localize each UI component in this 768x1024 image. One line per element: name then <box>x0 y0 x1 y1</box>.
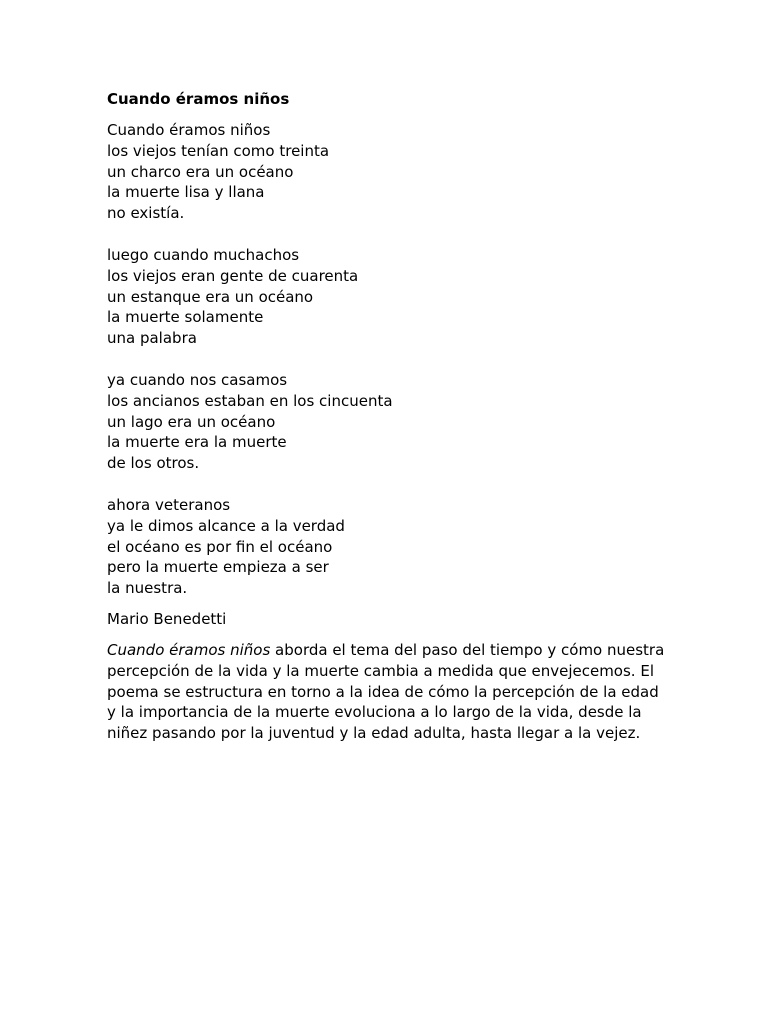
poem-line: luego cuando muchachos <box>107 245 300 264</box>
poem-line: una palabra <box>107 329 197 348</box>
stanza-3 <box>107 370 667 474</box>
poem-line: ahora veteranos <box>107 495 231 514</box>
poem-line: un lago era un océano <box>107 412 276 431</box>
poem-line: de los otros. <box>107 454 200 473</box>
poem-author: Mario Benedetti <box>107 609 227 628</box>
poem-line: los viejos tenían como treinta <box>107 141 330 160</box>
poem-line: Cuando éramos niños <box>107 121 271 139</box>
poem-line: un charco era un océano <box>107 162 294 181</box>
poem-line: los viejos eran gente de cuarenta <box>107 266 359 285</box>
commentary-italic-title: Cuando éramos niños <box>107 640 271 659</box>
stanza-1 <box>107 120 667 224</box>
stanza-2 <box>107 245 667 349</box>
poem-line: ya le dimos alcance a la verdad <box>107 516 345 535</box>
poem-line: no existía. <box>107 204 185 223</box>
commentary-text: aborda el tema del paso del tiempo y cómo nuestra percepción de la vida y la muerte cambia a medida que envejecemos. El poema se estructura en torno a la idea de cómo la percepción de la edad y la importancia de la muerte evoluciona a lo largo de la vida, desde la niñez pasando por la juventud y la edad adulta, hasta llegar a la vejez. <box>107 640 665 743</box>
poem-line: la muerte lisa y llana <box>107 183 265 202</box>
poem-line: ya cuando nos casamos <box>107 370 288 389</box>
poem-line: pero la muerte empieza a ser <box>107 558 329 577</box>
poem-line: la muerte era la muerte <box>107 433 287 452</box>
stanza-4 <box>107 495 667 599</box>
document-page <box>107 89 667 744</box>
poem-line: un estanque era un océano <box>107 287 314 306</box>
poem-title: Cuando éramos niños <box>107 90 290 108</box>
poem-line: la nuestra. <box>107 579 188 598</box>
commentary-paragraph <box>107 640 667 744</box>
poem-line: la muerte solamente <box>107 308 264 327</box>
poem-line: los ancianos estaban en los cincuenta <box>107 391 393 410</box>
poem-line: el océano es por fin el océano <box>107 537 333 556</box>
